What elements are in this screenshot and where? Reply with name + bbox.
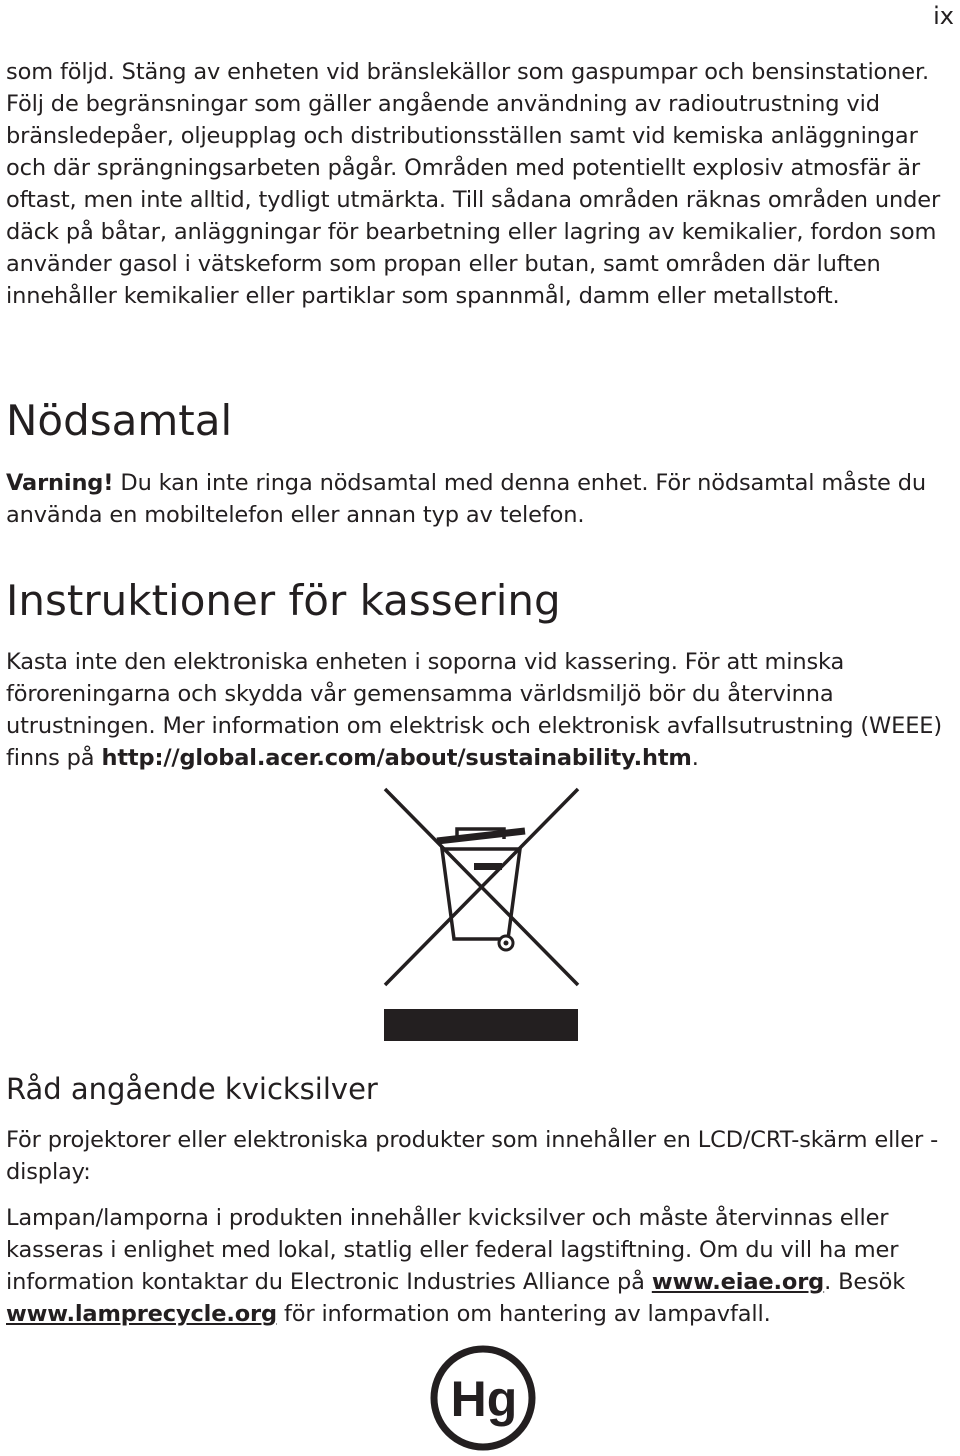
page-number: ix (933, 2, 954, 30)
eiae-link[interactable]: www.eiae.org (651, 1269, 825, 1295)
disposal-heading: Instruktioner för kassering (6, 576, 561, 625)
warning-label: Varning! (6, 470, 114, 496)
mercury-paragraph-1: För projektorer eller elektroniska produkter som innehåller en LCD/CRT-skärm eller -display: (6, 1127, 939, 1185)
intro-paragraph: som följd. Stäng av enheten vid bränslekällor som gaspumpar och bensinstationer. Följ de begränsningar som gäller angående användning av radioutrustning vid bränsledepåer, oljeupplag och distributionsställen samt vid kemiska anläggningar och där sprängningsarbeten pågår. Områden med potentiellt explosiv atmosfär är oftast, men inte alltid, tydligt utmärkta. Till sådana områden räknas områden under däck på båtar, anläggningar för bearbetning eller lagring av kemikalier, fordon som använder gasol i vätskeform som propan eller butan, samt områden där luften innehåller kemikalier eller partiklar som spannmål, damm eller metallstoft. (6, 59, 941, 309)
weee-crossed-bin-icon (382, 787, 580, 1043)
emergency-paragraph (6, 467, 956, 531)
mercury-text: Lampan/lamporna i produkten innehåller kvicksilver och måste återvinnas eller kasseras i enlighet med lokal, statlig eller federal lagstiftning. Om du vill ha mer information kontaktar du Electronic Industries Alliance på (6, 1205, 899, 1295)
mercury-hg-icon (428, 1340, 538, 1456)
disposal-paragraph (6, 646, 956, 774)
mercury-heading: Råd angående kvicksilver (6, 1072, 378, 1106)
mercury-paragraph-2 (6, 1202, 956, 1330)
mercury-text-end: för information om hantering av lampavfall. (276, 1301, 771, 1327)
lamprecycle-link[interactable]: www.lamprecycle.org (6, 1301, 277, 1327)
emergency-text: Du kan inte ringa nödsamtal med denna enhet. För nödsamtal måste du använda en mobiltelefon eller annan typ av telefon. (6, 470, 926, 528)
disposal-text: Kasta inte den elektroniska enheten i soporna vid kassering. För att minska föroreningarna och skydda vår gemensamma världsmiljö bör du återvinna utrustningen. Mer information om elektrisk och elektronisk avfallsutrustning (WEEE) finns på (6, 649, 942, 771)
hg-symbol-text: Hg (450, 1371, 518, 1427)
emergency-heading: Nödsamtal (6, 396, 233, 445)
disposal-text-end: . (691, 745, 699, 771)
mercury-text-middle: . Besök (824, 1269, 906, 1295)
sustainability-link[interactable]: http://global.acer.com/about/sustainability.htm (101, 745, 692, 771)
